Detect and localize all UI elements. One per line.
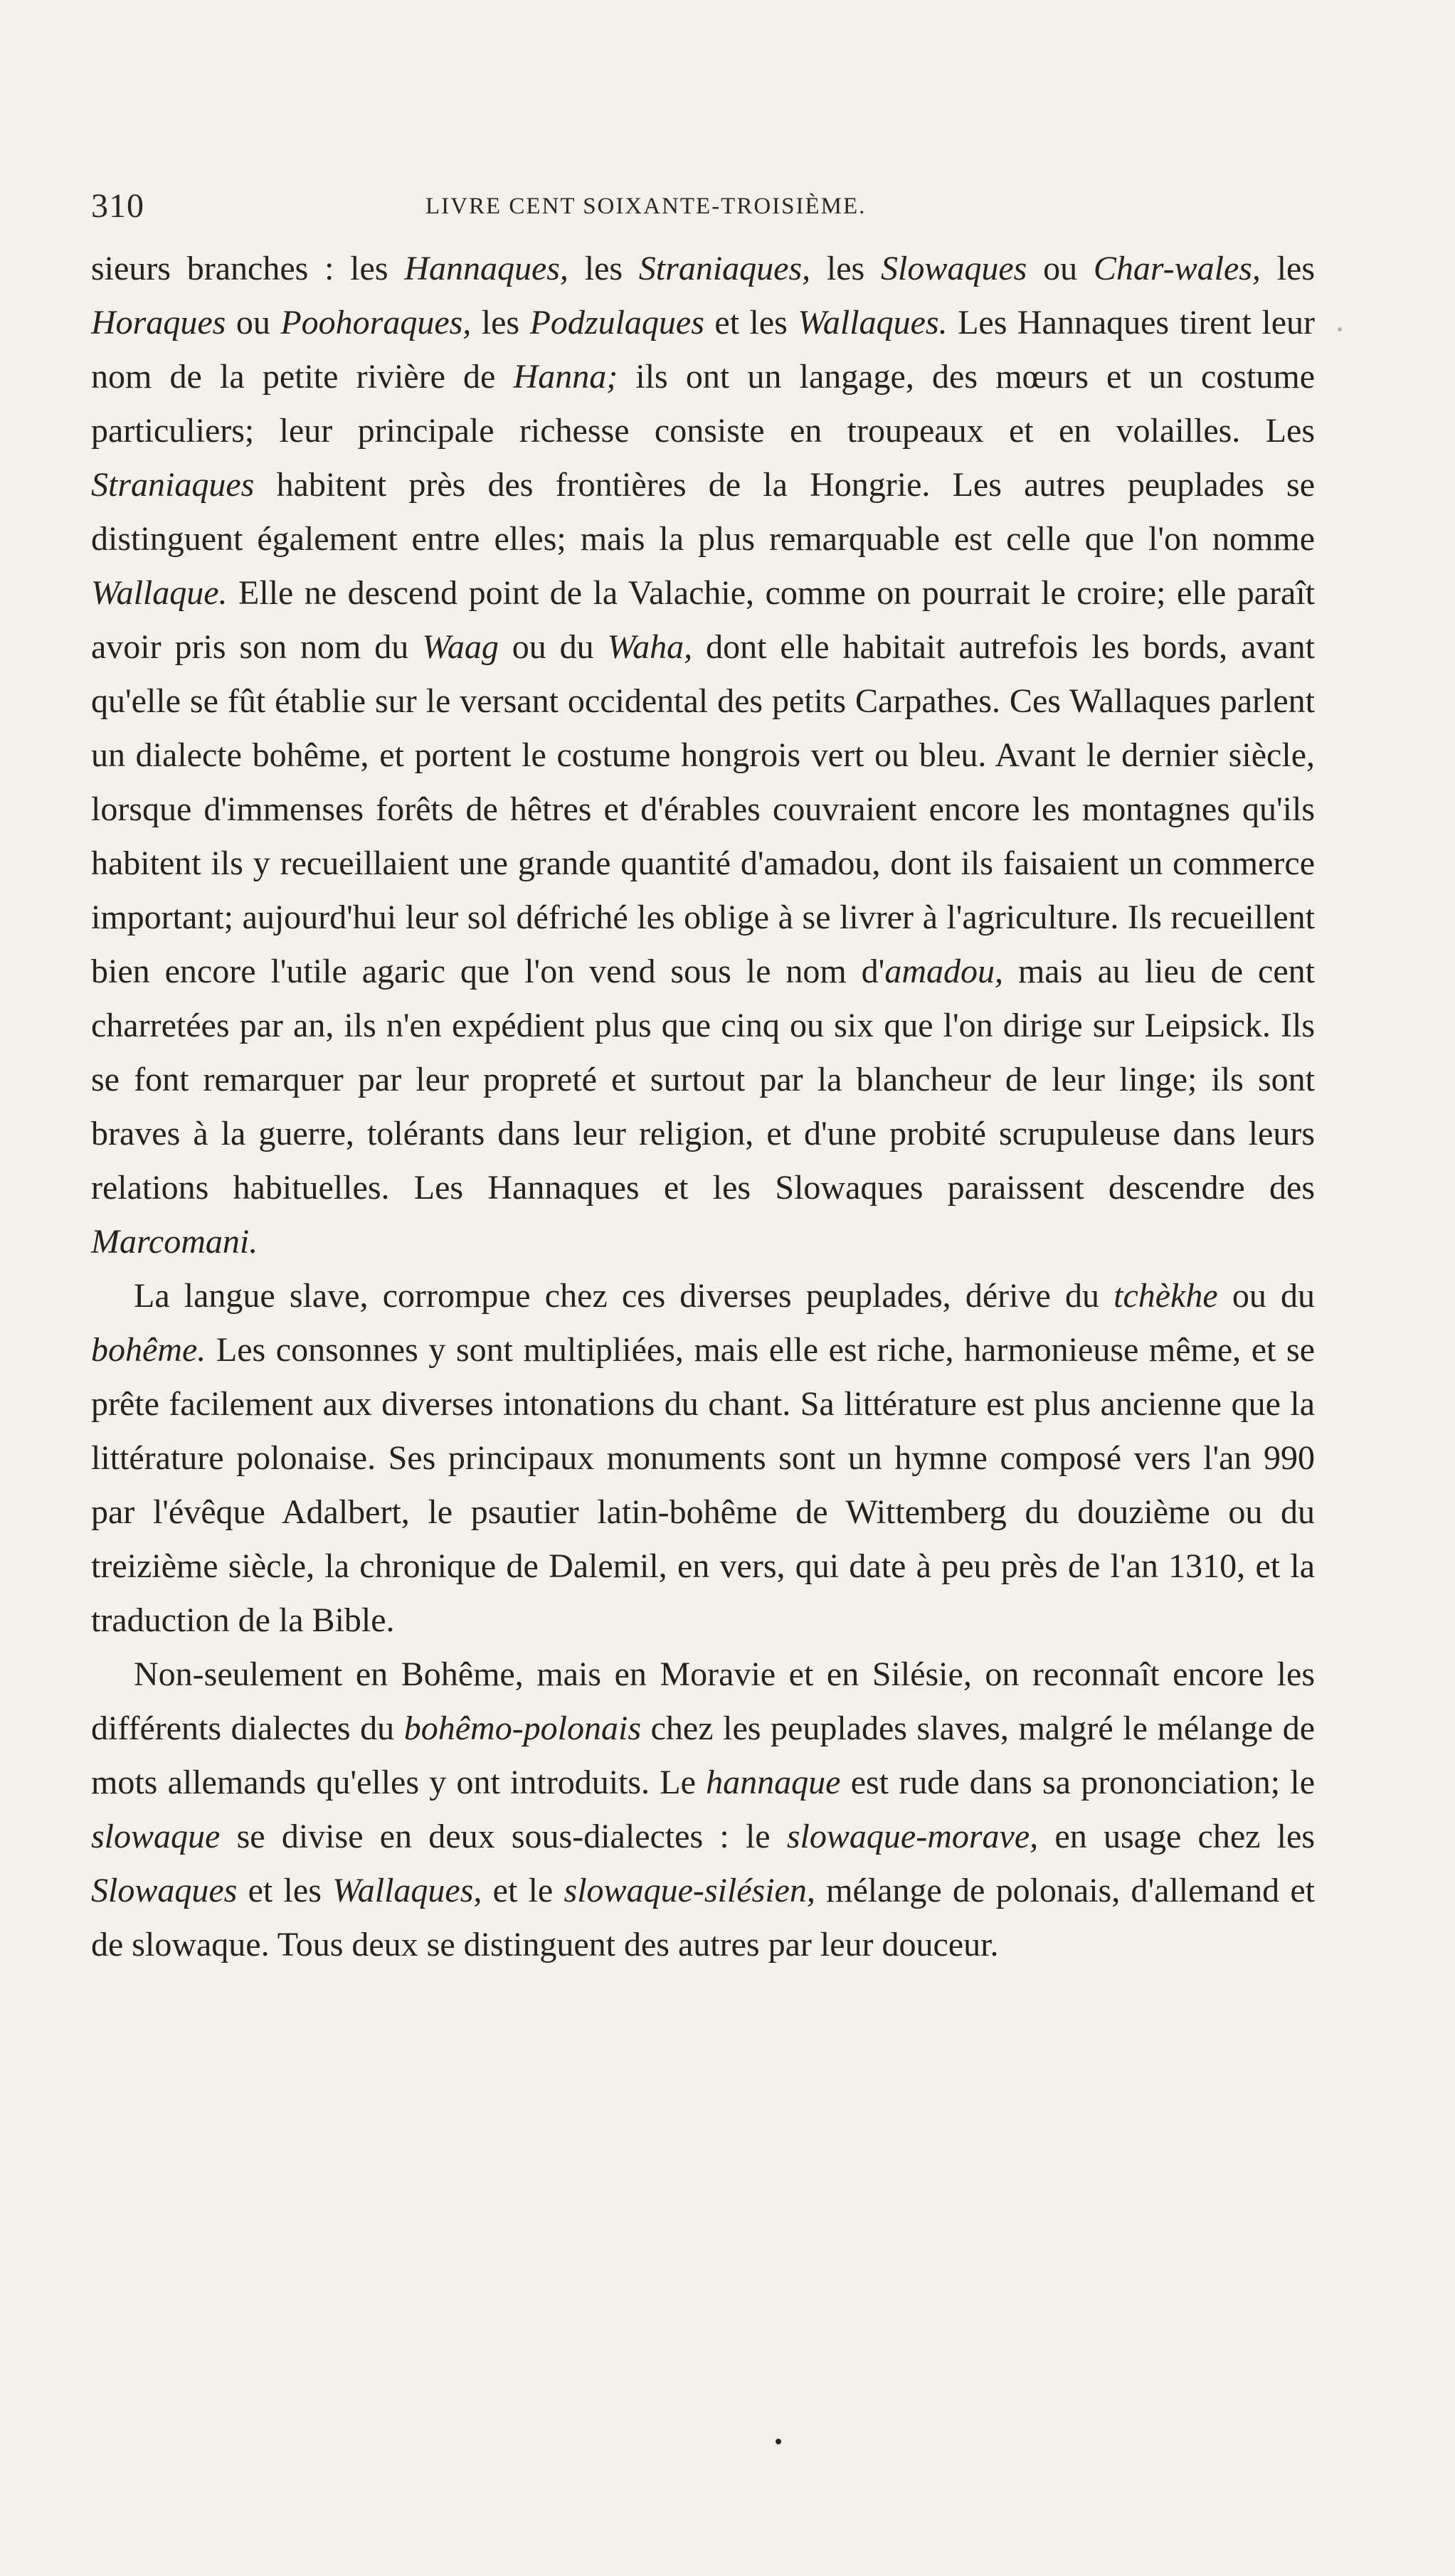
italic-term: bohêmo-polonais — [403, 1710, 642, 1747]
italic-term: Hanna; — [513, 358, 618, 396]
italic-term: Wallaques, — [332, 1872, 482, 1909]
paragraph-3 — [91, 1648, 1315, 1972]
page-header — [91, 186, 1372, 229]
text-run: Les consonnes y sont multipliées, mais elle est riche, harmonieuse même, et se prête facilement aux diverses intonations du chant. Sa littérature est plus ancienne que la littérature polonaise. Ses principaux monuments sont un hymne composé vers l'an 990 par l'évêque Adalbert, le psautier latin-bohême de Wittemberg du douzième ou du treizième siècle, la chronique de Dalemil, en vers, qui date à peu près de l'an 1310, et la traduction de la Bible. — [91, 1331, 1315, 1639]
text-run: Non-seulement en Bohême, mais en Moravie et en Silésie, on reconnaît encore les différents dialectes du — [91, 1655, 1315, 1747]
italic-term: Char-wales, — [1093, 250, 1261, 287]
italic-term: Waag — [422, 628, 499, 666]
text-run: ou du — [1217, 1277, 1315, 1315]
italic-term: Slowaques — [91, 1872, 238, 1909]
italic-term: Waha, — [607, 628, 693, 666]
text-run: ou — [226, 304, 281, 341]
text-run: Les Hannaques tirent leur nom de la petite rivière de — [91, 304, 1316, 396]
italic-term: Wallaque. — [91, 574, 228, 612]
ink-speck-mark — [1338, 327, 1342, 332]
text-run: ou du — [498, 628, 608, 666]
text-run: et les — [237, 1872, 333, 1909]
text-run: sieurs branches : les — [91, 250, 405, 287]
italic-term: Hannaques, — [404, 250, 568, 287]
text-run: dont elle habitait autrefois les bords, avant qu'elle se fût établie sur le versant occidental des petits Carpathes. Ces Wallaques parlent un dialecte bohême, et portent le costume hongrois vert ou bleu. Avant le dernier siècle, lorsque d'immenses forêts de hêtres et d'érables couvraient encore les montagnes qu'ils habitent ils y recueillaient une grande quantité d'amadou, dont ils faisaient un commerce important; aujourd'hui leur sol défriché les oblige à se livrer à l'agriculture. Ils recueillent bien encore l'utile agaric que l'on vend sous le nom d' — [91, 628, 1316, 990]
text-run: ou — [1027, 250, 1094, 287]
text-run: habitent près des frontières de la Hongrie. Les autres peuplades se distinguent également entre elles; mais la plus remarquable est celle que l'on nomme — [91, 466, 1315, 558]
text-run: les — [568, 250, 639, 287]
italic-term: Horaques — [91, 304, 226, 341]
italic-term: Slowaques — [881, 250, 1027, 287]
text-run: ils ont un langage, des mœurs et un costume particuliers; leur principale richesse consiste en troupeaux et en volailles. Les — [91, 358, 1316, 450]
italic-term: tchèkhe — [1113, 1277, 1218, 1315]
paragraph-2 — [91, 1269, 1315, 1648]
paragraph-1 — [91, 242, 1315, 1269]
text-run: en usage chez les — [1038, 1818, 1316, 1855]
text-run: mélange de polonais, d'allemand et de slowaque. Tous deux se distinguent des autres par leur douceur. — [91, 1872, 1315, 1963]
italic-term: slowaque-silésien, — [564, 1872, 815, 1909]
italic-term: Wallaques. — [798, 304, 948, 341]
text-run: est rude dans sa prononciation; le — [840, 1764, 1316, 1801]
text-run: et le — [482, 1872, 564, 1909]
italic-term: Poohoraques, — [280, 304, 472, 341]
text-run: La langue slave, corrompue chez ces diverses peuplades, dérive du — [134, 1277, 1114, 1315]
text-run: Elle ne descend point de la Valachie, comme on pourrait le croire; elle paraît avoir pris son nom du — [91, 574, 1315, 666]
italic-term: slowaque — [91, 1818, 221, 1855]
text-run: mais au lieu de cent charretées par an, ils n'en expédient plus que cinq ou six que l'on dirige sur Leipsick. Ils se font remarquer par leur propreté et surtout par la blancheur de leur linge; ils sont braves à la guerre, tolérants dans leur religion, et d'une probité scrupuleuse dans leurs relations habituelles. Les Hannaques et les Slowaques paraissent descendre des — [91, 953, 1316, 1207]
italic-term: amadou, — [884, 953, 1003, 990]
text-run: les — [471, 304, 530, 341]
italic-term: hannaque — [706, 1764, 841, 1801]
body-text — [91, 242, 1315, 1972]
page-number: 310 — [91, 187, 144, 225]
italic-term: Straniaques — [91, 466, 255, 504]
italic-term: Straniaques, — [638, 250, 811, 287]
italic-term: Marcomani. — [91, 1223, 258, 1261]
italic-term: slowaque-morave, — [786, 1818, 1039, 1855]
italic-term: bohême. — [91, 1331, 206, 1369]
text-run: les — [1260, 250, 1316, 287]
italic-term: Podzulaques — [529, 304, 704, 341]
ink-dot-mark — [776, 2439, 781, 2444]
running-title: LIVRE CENT SOIXANTE-TROISIÈME. — [425, 194, 867, 219]
text-run: se divise en deux sous-dialectes : le — [220, 1818, 787, 1855]
text-run: les — [810, 250, 881, 287]
text-run: chez les peuplades slaves, malgré le mélange de mots allemands qu'elles y ont introduits. Le — [91, 1710, 1316, 1801]
text-run: et les — [704, 304, 798, 341]
